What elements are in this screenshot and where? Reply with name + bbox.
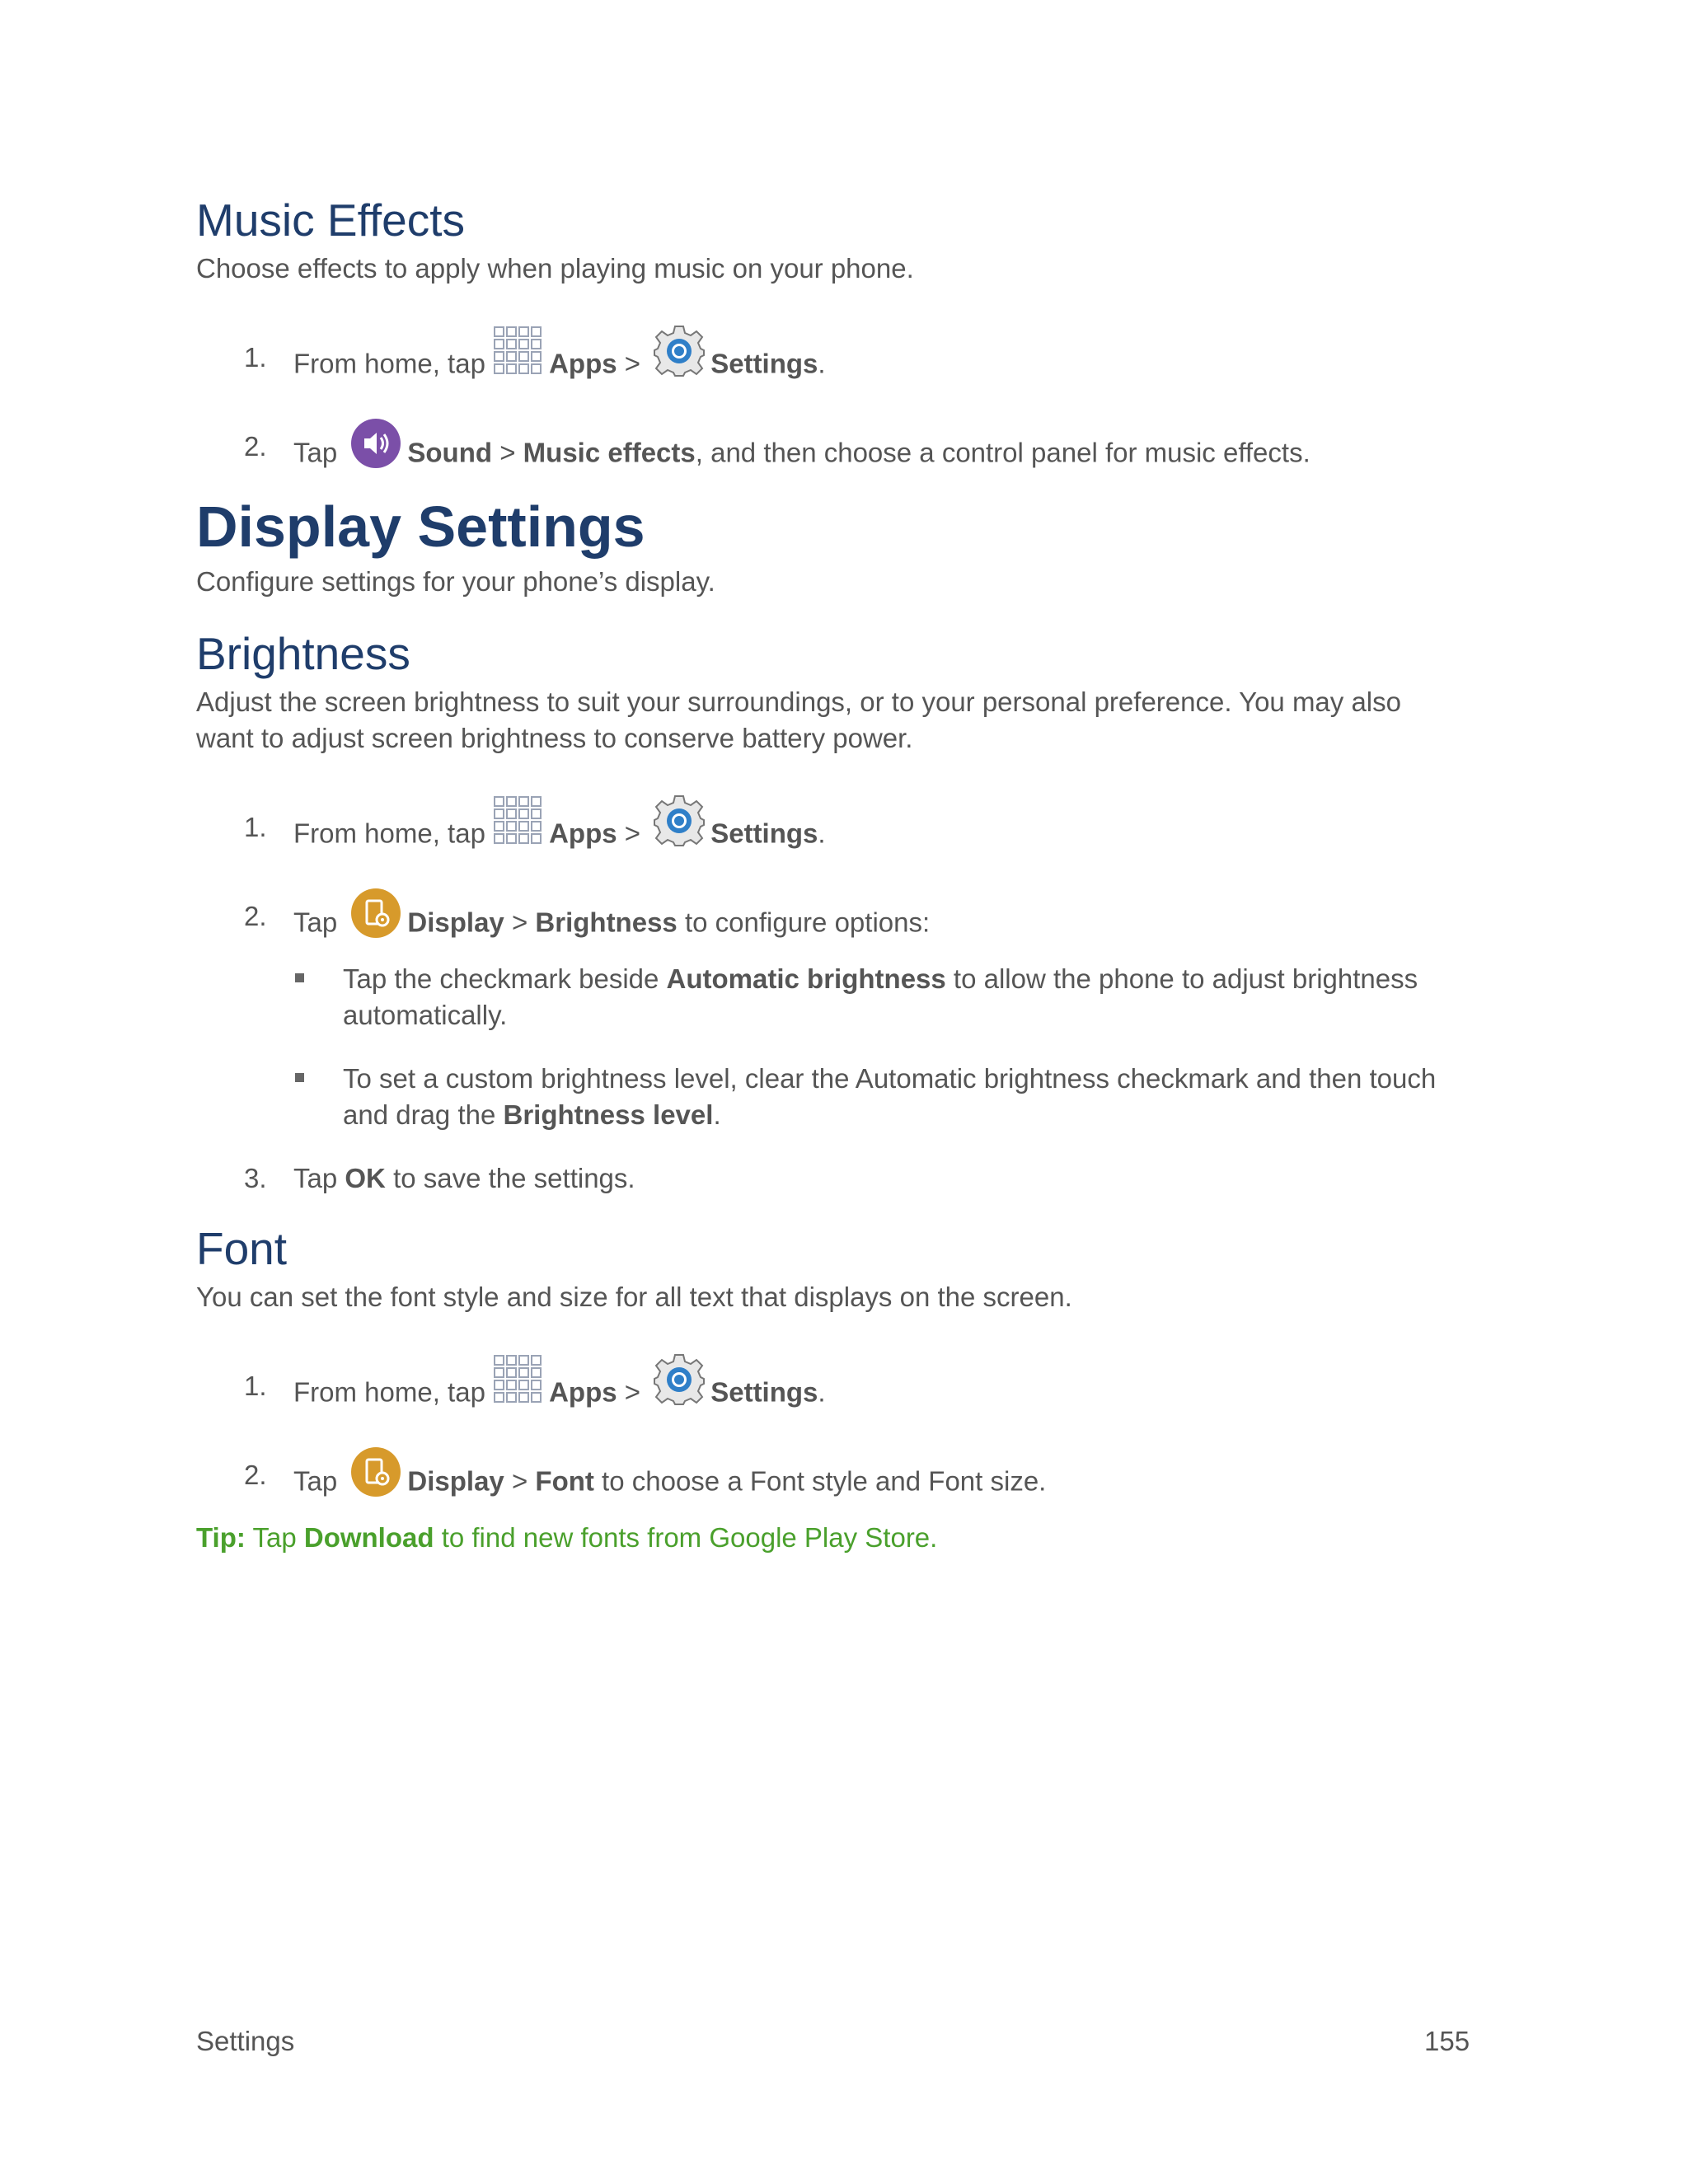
display-label: Display (407, 1465, 504, 1497)
settings-icon (653, 1353, 706, 1406)
step-text: Tap (293, 1465, 338, 1497)
music-step-2-text (293, 429, 1311, 481)
brightness-intro-line2: want to adjust screen brightness to conserve battery power. (196, 723, 913, 753)
step-number: 2. (244, 431, 267, 462)
brightness-bullet-1-line2: automatically. (343, 1000, 508, 1030)
music-effects-intro: Choose effects to apply when playing music on your phone. (196, 253, 914, 284)
step-number: 1. (244, 812, 267, 842)
bullet-marker (295, 973, 304, 982)
step-text-rest: to choose a Font style and Font size. (602, 1465, 1047, 1497)
step-number: 2. (244, 1460, 267, 1490)
bullet-text-rest: to allow the phone to adjust brightness (953, 963, 1418, 994)
apps-icon (493, 795, 544, 846)
period: . (818, 348, 826, 379)
brightness-bullet-1-line1 (343, 961, 1418, 997)
apps-label: Apps (549, 818, 617, 849)
brightness-bullet-2-line1: To set a custom brightness level, clear the Automatic brightness checkmark and then touch (343, 1063, 1437, 1094)
step-number: 1. (244, 342, 267, 373)
display-settings-intro: Configure settings for your phone’s display. (196, 566, 715, 597)
step-text: From home, tap (293, 818, 485, 849)
step-number: 2. (244, 901, 267, 931)
separator: > (624, 1376, 641, 1408)
brightness-intro-line1: Adjust the screen brightness to suit your surroundings, or to your personal preference. You may also (196, 687, 1401, 717)
music-step-2 (244, 429, 267, 465)
display-label: Display (407, 907, 504, 938)
step-number: 1. (244, 1371, 267, 1401)
sound-icon (349, 417, 402, 470)
font-step-1-text (293, 1368, 826, 1421)
period: . (818, 818, 826, 849)
brightness-step-1-text (293, 809, 826, 862)
separator: > (624, 818, 641, 849)
font-intro: You can set the font style and size for all text that displays on the screen. (196, 1282, 1072, 1312)
bullet-marker (295, 1073, 304, 1082)
display-icon (349, 1446, 402, 1498)
music-effects-heading: Music Effects (196, 194, 466, 246)
settings-label: Settings (710, 348, 818, 379)
step-text-rest: to save the settings. (393, 1163, 635, 1193)
display-icon (349, 887, 402, 940)
period: . (818, 1376, 826, 1408)
tip-note (196, 1520, 937, 1556)
brightness-level-label: Brightness level (503, 1099, 714, 1130)
settings-label: Settings (710, 818, 818, 849)
settings-icon (653, 794, 706, 847)
sound-label: Sound (407, 437, 493, 468)
brightness-bullet-2-line2 (343, 1097, 721, 1133)
step-number: 3. (244, 1163, 267, 1193)
step-text-rest: , and then choose a control panel for music effects. (695, 437, 1311, 468)
font-heading: Font (196, 1223, 288, 1274)
brightness-step-1 (244, 809, 267, 846)
tip-text: Tap (252, 1522, 297, 1553)
music-step-1-text (293, 340, 826, 392)
ok-label: OK (345, 1163, 386, 1193)
footer-page-number: 155 (1424, 2026, 1470, 2056)
apps-icon (493, 326, 544, 377)
settings-icon (653, 325, 706, 377)
step-text: Tap (293, 907, 338, 938)
step-text: From home, tap (293, 1376, 485, 1408)
separator: > (511, 1465, 528, 1497)
brightness-step-3-text (293, 1160, 635, 1197)
brightness-label: Brightness (535, 907, 678, 938)
step-text-rest: to configure options: (684, 907, 931, 938)
period: . (713, 1099, 721, 1130)
footer-section-name: Settings (196, 2026, 295, 2056)
tip-text-rest: to find new fonts from Google Play Store. (441, 1522, 938, 1553)
settings-label: Settings (710, 1376, 818, 1408)
download-label: Download (303, 1522, 434, 1553)
brightness-step-2 (244, 898, 267, 935)
font-step-2-text (293, 1457, 1046, 1510)
automatic-brightness-label: Automatic brightness (666, 963, 946, 994)
brightness-heading: Brightness (196, 628, 410, 679)
brightness-step-2-text (293, 898, 930, 951)
tip-label: Tip: (196, 1522, 246, 1553)
bullet-text: and drag the (343, 1099, 496, 1130)
display-settings-heading: Display Settings (196, 494, 645, 559)
apps-icon (493, 1354, 544, 1405)
apps-label: Apps (549, 348, 617, 379)
bullet-text: Tap the checkmark beside (343, 963, 659, 994)
apps-label: Apps (549, 1376, 617, 1408)
font-step-1 (244, 1368, 267, 1404)
brightness-step-3 (244, 1160, 267, 1197)
font-label: Font (535, 1465, 594, 1497)
separator: > (511, 907, 528, 938)
step-text: Tap (293, 1163, 338, 1193)
separator: > (624, 348, 641, 379)
step-text: Tap (293, 437, 338, 468)
step-text: From home, tap (293, 348, 485, 379)
music-step-1 (244, 340, 267, 376)
music-effects-label: Music effects (523, 437, 696, 468)
separator: > (499, 437, 516, 468)
font-step-2 (244, 1457, 267, 1493)
